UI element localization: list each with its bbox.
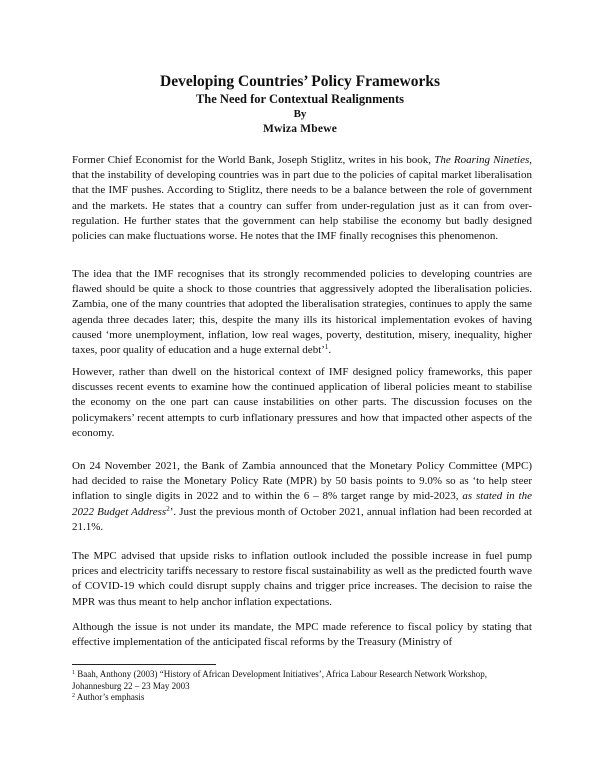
paragraph-6-text: Although the issue is not under its mandate, the MPC made reference to fiscal policy by stating that effective implementation of the anticipated fiscal reforms by the Treasury (Ministry of <box>72 621 532 649</box>
paragraph-3 <box>72 365 532 441</box>
paragraph-2 <box>72 267 532 358</box>
paragraph-1-text-start: Former Chief Economist for the World Bank, Joseph Stiglitz, writes in his book, <box>72 154 435 166</box>
by-label: By <box>293 108 307 120</box>
paragraph-3-text: However, rather than dwell on the historical context of IMF designed policy frameworks, this paper discusses recent events to examine how the continued application of liberal policies meant to stabilise the economy on the one part can cause instabilities on other parts. The discussion focuses on the policymakers’ recent attempts to curb inflationary pressures and how that impacted other aspects of the economy. <box>72 366 532 439</box>
paragraph-4-text-start: On 24 November 2021, the Bank of Zambia announced that the Monetary Policy Committee (MPC) had decided to raise the Monetary Policy Rate (MPR) by 50 basis points to 9.0% so as ‘to help steer inflation to single digits in 2022 and to within the 6 – 8% target range by mid-2023, <box>72 460 532 503</box>
footnote-2 <box>72 692 532 704</box>
paragraph-5-text: The MPC advised that upside risks to inflation outlook included the possible increase in fuel pump prices and electricity tariffs necessary to restore fiscal sustainability as well as the predicted fourth wave of COVID-19 which could disrupt supply chains and trigger price increases. The decision to raise the MPR was thus meant to help anchor inflation expectations. <box>72 550 532 608</box>
footnote-ref-2[interactable]: 2 <box>166 504 170 513</box>
paragraph-1-text-end: , that the instability of developing countries was in part due to the policies of capital market liberalisation that the IMF pushes. According to Stiglitz, there needs to be a balance between the role of government and the markets. He states that a country can suffer from under-regulation just as it can from over-regulation. He further states that the government can help stabilise the economy but badly designed policies can make fluctuations worse. He notes that the IMF finally recognises this phenomenon. <box>72 154 532 243</box>
emphasized-quote: as stated in the 2022 Budget Address <box>72 490 532 518</box>
footnote-2-number: 2 <box>72 693 75 699</box>
footnote-1-number: 1 <box>72 670 75 676</box>
paragraph-4 <box>72 459 532 535</box>
paragraph-1 <box>72 153 532 244</box>
paragraph-6 <box>72 620 532 650</box>
paragraph-2-text: The idea that the IMF recognises that its strongly recommended policies to developing countries are flawed should be quite a shock to those countries that aggressively adopted the liberalisation policies. Zambia, one of the many countries that adopted the liberalisation strategies, continues to apply the same agenda three decades later; this, despite the many ills its historical implementation evokes of having caused ‘more unemployment, inflation, low real wages, poverty, destitution, misery, inequality, higher taxes, poor quality of education and a huge external debt’ <box>72 268 532 357</box>
footnote-divider <box>72 664 216 665</box>
paragraph-4-text-end: ’. Just the previous month of October 2021, annual inflation had been recorded at 21.1%. <box>72 505 532 533</box>
document-subtitle: The Need for Contextual Realignments <box>195 92 405 106</box>
book-title: The Roaring Nineties <box>434 154 530 166</box>
paragraph-5 <box>72 549 532 610</box>
author-name: Mwiza Mbewe <box>262 123 338 135</box>
footnote-1-text: Baah, Anthony (2003) “History of African Development Initiatives’, Africa Labour Research Network Workshop, Johannesburg 22 – 23 May 2003 <box>72 669 488 691</box>
document-title: Developing Countries’ Policy Frameworks <box>160 73 440 90</box>
paragraph-2-end: . <box>328 344 332 357</box>
footnote-ref-1[interactable]: 1 <box>324 343 329 352</box>
footnote-2-text: Author’s emphasis <box>75 692 145 702</box>
footnote-1 <box>72 669 532 692</box>
